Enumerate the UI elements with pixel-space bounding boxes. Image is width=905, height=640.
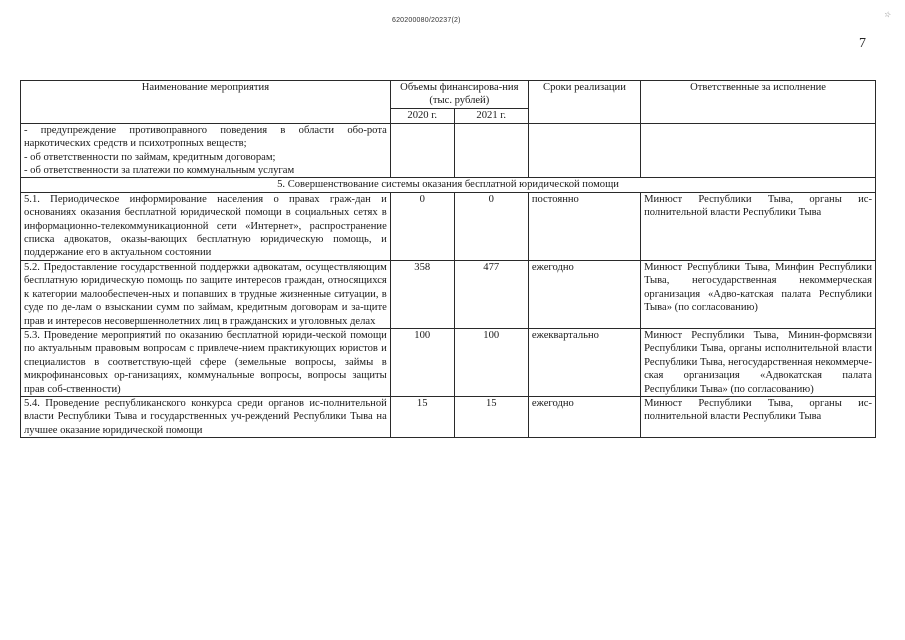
- page-number: 7: [859, 36, 866, 51]
- table-row: [21, 396, 876, 437]
- continuation-line: - об ответственности за платежи по коммунальным услугам: [24, 165, 295, 177]
- continuation-line: - предупреждение противоправного поведения в области обо-рота наркотических средств и психотропных веществ;: [24, 124, 387, 150]
- value-2021: 100: [454, 328, 528, 396]
- term: постоянно: [528, 192, 640, 260]
- term: ежеквартально: [528, 328, 640, 396]
- responsible: Минюст Республики Тыва, Минин-формсвязи Республики Тыва, органы исполнительной власти Республики Тыва, негосударственная некоммерче-ская организация «Адвокатская палата Республики Тыва» (по согласованию): [641, 328, 876, 396]
- value-2020: 0: [390, 192, 454, 260]
- value-2021: 477: [454, 260, 528, 328]
- continuation-row: [21, 123, 876, 178]
- header-year-2020: 2020 г.: [390, 108, 454, 123]
- measures-table: [20, 80, 876, 438]
- document-id: 620200080/20237(2): [392, 17, 461, 24]
- table-row: [21, 328, 876, 396]
- responsible: Минюст Республики Тыва, органы ис-полнительной власти Республики Тыва: [641, 192, 876, 260]
- header-measure-name: Наименование мероприятия: [21, 81, 391, 124]
- section-title: 5. Совершенствование системы оказания бесплатной юридической помощи: [21, 178, 876, 192]
- term: ежегодно: [528, 260, 640, 328]
- continuation-line: - об ответственности по займам, кредитным договорам;: [24, 151, 276, 163]
- cell-empty: [454, 123, 528, 178]
- measure-name: 5.1. Периодическое информирование населения о правах граж-дан и основаниях оказания бесплатной юридической помощи в социальных сетях в информационно-телекоммуникационной сети «Интернет», распространение списка адвокатов, оказы-вающих бесплатную юридическую помощь, и поддержание его в актуальном состоянии: [21, 192, 391, 260]
- table-row: [21, 192, 876, 260]
- header-year-2021: 2021 г.: [454, 108, 528, 123]
- cell-empty: [390, 123, 454, 178]
- corner-mark-icon: ☆: [881, 9, 894, 20]
- value-2020: 358: [390, 260, 454, 328]
- cell-empty: [641, 123, 876, 178]
- term: ежегодно: [528, 396, 640, 437]
- section-title-row: [21, 178, 876, 192]
- header-financing: Объемы финансирова-ния (тыс. рублей): [390, 81, 528, 109]
- value-2020: 15: [390, 396, 454, 437]
- measure-name: 5.4. Проведение республиканского конкурса среди органов ис-полнительной власти Республики Тыва и государственных уч-реждений Республики Тыва на лучшее оказание юридической помощи: [21, 396, 391, 437]
- table-row: [21, 260, 876, 328]
- measure-name: 5.2. Предоставление государственной поддержки адвокатам, осуществляющим бесплатную юридическую помощь по защите интересов граждан, относящихся к категории малообеспечен-ных и попавших в трудные жизненные ситуации, в суде по де-лам о взыскании сумм по займам, кредитным договорам и за-щите прав и интересов несовершеннолетних лиц в гражданских и уголовных делах: [21, 260, 391, 328]
- value-2020: 100: [390, 328, 454, 396]
- header-responsible: Ответственные за исполнение: [641, 81, 876, 124]
- measure-name: 5.3. Проведение мероприятий по оказанию бесплатной юриди-ческой помощи по актуальным правовым вопросам с привлече-нием практикующих юристов и специалистов в соответствую-щей сфере (земельные вопросы, займы в микрофинансовых ор-ганизациях, коммунальные вопросы, вопросы защиты прав соб-ственности): [21, 328, 391, 396]
- value-2021: 0: [454, 192, 528, 260]
- header-term: Сроки реализации: [528, 81, 640, 124]
- responsible: Минюст Республики Тыва, Минфин Республики Тыва, негосударственная некоммерческая организация «Адво-катская палата Республики Тыва» (по согласованию): [641, 260, 876, 328]
- responsible: Минюст Республики Тыва, органы ис-полнительной власти Республики Тыва: [641, 396, 876, 437]
- value-2021: 15: [454, 396, 528, 437]
- cell-empty: [528, 123, 640, 178]
- continuation-text: [21, 123, 391, 178]
- table-header-row: [21, 81, 876, 109]
